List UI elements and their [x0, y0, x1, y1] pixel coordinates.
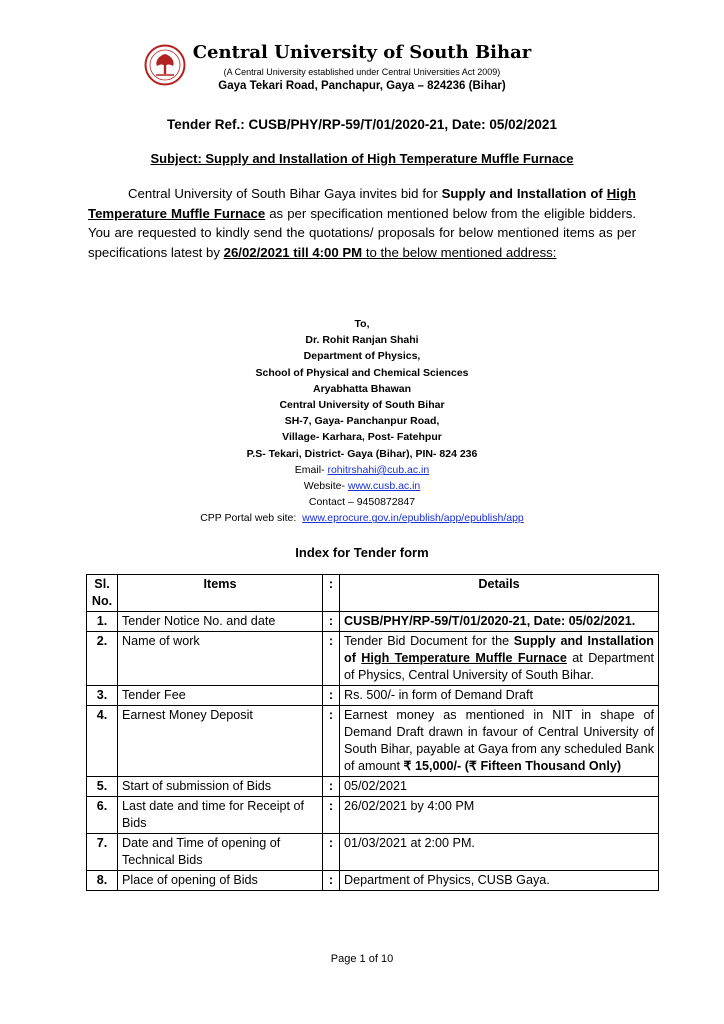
para-bold-item: High Temperature Muffle Furnace	[88, 186, 636, 221]
row-details: 01/03/2021 at 2:00 PM.	[340, 834, 659, 871]
details-amount: ₹ 15,000/- (₹ Fifteen Thousand Only)	[403, 759, 622, 773]
address-building: Aryabhatta Bhawan	[312, 382, 412, 395]
row-colon: :	[323, 871, 340, 891]
email-label: Email-	[294, 463, 328, 476]
row-details	[340, 706, 659, 777]
row-details: Rs. 500/- in form of Demand Draft	[340, 686, 659, 706]
table-row	[87, 797, 659, 834]
row-details: 26/02/2021 by 4:00 PM	[340, 797, 659, 834]
row-item: Earnest Money Deposit	[118, 706, 323, 777]
row-details: 05/02/2021	[340, 777, 659, 797]
tender-reference: Tender Ref.: CUSB/PHY/RP-59/T/01/2020-21, Date: 05/02/2021	[167, 117, 557, 132]
row-item: Tender Fee	[118, 686, 323, 706]
address-email-line	[0, 462, 724, 478]
table-row	[87, 612, 659, 632]
table-header-row	[87, 575, 659, 612]
row-colon: :	[323, 777, 340, 797]
address-name: Dr. Rohit Ranjan Shahi	[305, 334, 419, 347]
row-sl: 3.	[87, 686, 118, 706]
cpp-label: CPP Portal web site:	[200, 512, 303, 525]
row-item: Tender Notice No. and date	[118, 612, 323, 632]
row-colon: :	[323, 686, 340, 706]
website-label: Website-	[303, 480, 348, 493]
para-text-2: as per specification mentioned below from the eligible bidders. You are requested to kindly send the quotations/ proposals for below mentioned items as per specifications latest by	[88, 205, 636, 260]
row-item: Name of work	[118, 632, 323, 686]
university-name: Central University of South Bihar	[192, 42, 532, 63]
address-university: Central University of South Bihar	[279, 399, 445, 412]
row-colon: :	[323, 706, 340, 777]
row-sl: 4.	[87, 706, 118, 777]
tender-index-table	[86, 574, 659, 891]
address-cpp-line	[0, 510, 724, 526]
details-text: Tender Bid Document for the	[344, 634, 514, 648]
header-items: Items	[118, 575, 323, 612]
address-ps: P.S- Tekari, District- Gaya (Bihar), PIN- 824 236	[246, 447, 478, 460]
row-details	[340, 632, 659, 686]
table-row	[87, 777, 659, 797]
address-village: Village- Karhara, Post- Fatehpur	[282, 431, 442, 444]
row-sl: 1.	[87, 612, 118, 632]
row-sl: 5.	[87, 777, 118, 797]
row-details: Department of Physics, CUSB Gaya.	[340, 871, 659, 891]
address-block	[0, 316, 724, 527]
row-item: Start of submission of Bids	[118, 777, 323, 797]
index-title: Index for Tender form	[295, 545, 429, 560]
address-road: SH-7, Gaya- Panchanpur Road,	[284, 415, 440, 428]
table-row	[87, 706, 659, 777]
row-colon: :	[323, 612, 340, 632]
university-address: Gaya Tekari Road, Panchapur, Gaya – 824236 (Bihar)	[218, 80, 506, 92]
header-colon: :	[323, 575, 340, 612]
table-row	[87, 632, 659, 686]
row-sl: 7.	[87, 834, 118, 871]
row-item: Last date and time for Receipt of Bids	[118, 797, 323, 834]
table-row	[87, 834, 659, 871]
subject-line: Subject: Supply and Installation of High Temperature Muffle Furnace	[150, 151, 574, 166]
address-website-line	[0, 478, 724, 494]
para-text-3: to the below mentioned address:	[362, 244, 557, 260]
cpp-link[interactable]: www.eprocure.gov.in/epublish/app/epublish/app	[302, 512, 524, 525]
email-link[interactable]: rohitrshahi@cub.ac.in	[327, 463, 430, 476]
table-row	[87, 871, 659, 891]
para-text-1: Central University of South Bihar Gaya invites bid for	[128, 186, 442, 201]
invitation-paragraph	[88, 184, 636, 262]
address-dept: Department of Physics,	[303, 350, 421, 363]
website-link[interactable]: www.cusb.ac.in	[347, 480, 421, 493]
header-details: Details	[340, 575, 659, 612]
para-deadline: 26/02/2021 till 4:00 PM	[223, 244, 363, 260]
row-sl: 2.	[87, 632, 118, 686]
address-to: To,	[354, 318, 370, 330]
row-colon: :	[323, 797, 340, 834]
details-text: Earnest money as mentioned in NIT in shape of Demand Draft drawn in favour of Central University of South Bihar, payable at Gaya from any scheduled Bank of amount	[344, 708, 654, 773]
details-bold: Supply and Installation of	[344, 634, 654, 665]
address-contact: Contact – 9450872847	[308, 496, 416, 509]
row-colon: :	[323, 632, 340, 686]
header-sl: Sl. No.	[87, 575, 118, 612]
table-row	[87, 686, 659, 706]
details-bold-underlined: High Temperature Muffle Furnace	[361, 651, 567, 665]
address-school: School of Physical and Chemical Sciences	[255, 366, 469, 379]
page-number: Page 1 of 10	[330, 953, 394, 965]
row-sl: 8.	[87, 871, 118, 891]
row-item: Place of opening of Bids	[118, 871, 323, 891]
row-details: CUSB/PHY/RP-59/T/01/2020-21, Date: 05/02/2021.	[340, 612, 659, 632]
row-item: Date and Time of opening of Technical Bids	[118, 834, 323, 871]
row-sl: 6.	[87, 797, 118, 834]
row-colon: :	[323, 834, 340, 871]
details-text-end: at Department of Physics, Central University of South Bihar.	[344, 651, 654, 682]
para-bold-1: Supply and Installation of	[441, 186, 607, 201]
university-subtitle: (A Central University established under Central Universities Act 2009)	[223, 67, 501, 77]
